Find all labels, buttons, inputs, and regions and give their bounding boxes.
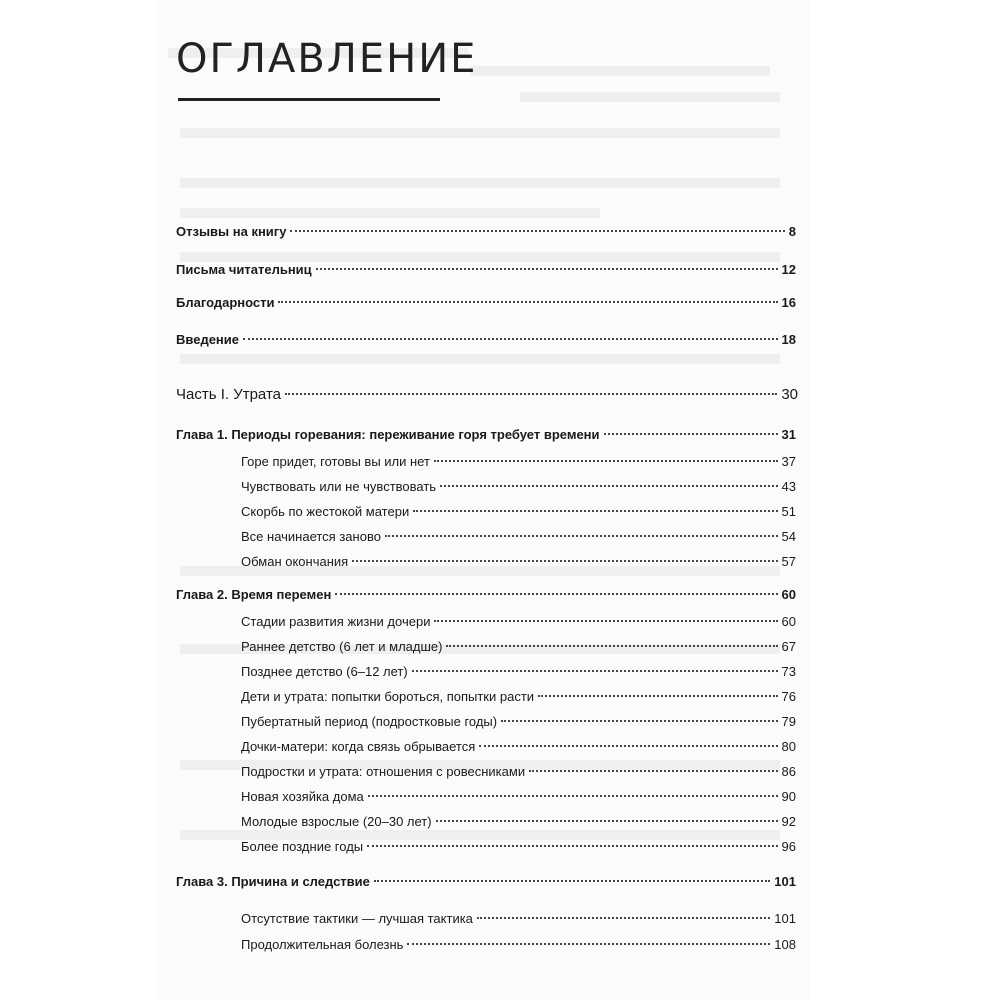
toc-entry-label: Подростки и утрата: отношения с ровесниками — [241, 764, 526, 779]
leader-dots — [446, 645, 777, 647]
toc-entry[interactable] — [176, 295, 796, 310]
toc-entry-label: Горе придет, готовы вы или нет — [241, 454, 430, 469]
toc-entry-label: Дети и утрата: попытки бороться, попытки расти — [241, 689, 535, 704]
toc-entry[interactable] — [241, 839, 796, 854]
toc-entry[interactable] — [241, 789, 796, 804]
toc-entry-label: Раннее детство (6 лет и младше) — [241, 639, 443, 654]
toc-entry-label: Чувствовать или не чувствовать — [241, 479, 437, 494]
toc-entry-label: Обман окончания — [241, 554, 349, 569]
toc-entry-page: 90 — [781, 789, 796, 804]
toc-entry[interactable] — [241, 764, 796, 779]
toc-entry[interactable] — [241, 664, 796, 679]
leader-dots — [479, 745, 777, 747]
toc-entry-label: Скорбь по жестокой матери — [241, 504, 410, 519]
toc-title: ОГЛАВЛЕНИЕ — [176, 36, 478, 82]
leader-dots — [316, 268, 778, 270]
toc-chapter[interactable] — [176, 874, 796, 889]
toc-entry-label: Позднее детство (6–12 лет) — [241, 664, 408, 679]
toc-entry-page: 79 — [781, 714, 796, 729]
toc-entry[interactable] — [241, 911, 796, 926]
toc-entry-page: 12 — [781, 262, 796, 277]
toc-entry[interactable] — [241, 689, 796, 704]
toc-chapter[interactable] — [176, 427, 796, 442]
leader-dots — [385, 535, 778, 537]
toc-entry-page: 60 — [781, 614, 796, 629]
leader-dots — [436, 820, 778, 822]
toc-entry[interactable] — [241, 454, 796, 469]
toc-entry[interactable] — [241, 554, 796, 569]
leader-dots — [285, 393, 777, 395]
toc-entry-page: 57 — [781, 554, 796, 569]
leader-dots — [335, 593, 777, 595]
toc-entry-page: 92 — [781, 814, 796, 829]
toc-entry-label: Письма читательниц — [176, 262, 312, 277]
toc-entry-page: 101 — [774, 911, 796, 926]
leader-dots — [477, 917, 770, 919]
toc-entry[interactable] — [241, 504, 796, 519]
toc-entry-label: Пубертатный период (подростковые годы) — [241, 714, 498, 729]
toc-entry-page: 18 — [781, 332, 796, 347]
leader-dots — [290, 230, 784, 232]
leader-dots — [412, 670, 778, 672]
leader-dots — [538, 695, 777, 697]
toc-entry-label: Часть I. Утрата — [176, 386, 281, 403]
toc-entry-label: Благодарности — [176, 295, 275, 310]
leader-dots — [413, 510, 777, 512]
toc-entry-label: Продолжительная болезнь — [241, 937, 404, 952]
toc-entry-label: Отзывы на книгу — [176, 224, 287, 239]
toc-entry-page: 67 — [781, 639, 796, 654]
leader-dots — [529, 770, 777, 772]
toc-entry-label: Введение — [176, 332, 239, 347]
leader-dots — [434, 460, 778, 462]
toc-entry[interactable] — [241, 739, 796, 754]
toc-entry-page: 96 — [781, 839, 796, 854]
toc-entry-page: 8 — [788, 224, 796, 239]
leader-dots — [243, 338, 778, 340]
toc-entry[interactable] — [176, 332, 796, 347]
leader-dots — [440, 485, 777, 487]
toc-entry[interactable] — [241, 814, 796, 829]
toc-entry-page: 108 — [774, 937, 796, 952]
toc-entry-label: Стадии развития жизни дочери — [241, 614, 431, 629]
title-underline — [178, 98, 440, 101]
toc-entry-label: Более поздние годы — [241, 839, 364, 854]
toc-entry-label: Новая хозяйка дома — [241, 789, 364, 804]
toc-entry-label: Все начинается заново — [241, 529, 381, 544]
toc-entry[interactable] — [241, 529, 796, 544]
leader-dots — [367, 845, 777, 847]
toc-chapter[interactable] — [176, 587, 796, 602]
leader-dots — [501, 720, 777, 722]
leader-dots — [278, 301, 777, 303]
toc-part[interactable] — [176, 386, 798, 403]
toc-entry[interactable] — [241, 479, 796, 494]
toc-entry-label: Отсутствие тактики — лучшая тактика — [241, 911, 473, 926]
toc-entry-page: 43 — [781, 479, 796, 494]
toc-entry-label: Дочки-матери: когда связь обрывается — [241, 739, 476, 754]
toc-entry-label: Молодые взрослые (20–30 лет) — [241, 814, 432, 829]
toc-entry[interactable] — [241, 714, 796, 729]
toc-entry-page: 101 — [774, 874, 796, 889]
toc-entry-page: 51 — [781, 504, 796, 519]
toc-entry-page: 30 — [781, 386, 798, 403]
toc-entry[interactable] — [241, 937, 796, 952]
leader-dots — [407, 943, 770, 945]
leader-dots — [604, 433, 778, 435]
toc-entry-page: 76 — [781, 689, 796, 704]
toc-entry-page: 73 — [781, 664, 796, 679]
leader-dots — [374, 880, 770, 882]
toc-entry-page: 31 — [781, 427, 796, 442]
toc-entry[interactable] — [176, 262, 796, 277]
leader-dots — [352, 560, 777, 562]
toc-entry-page: 86 — [781, 764, 796, 779]
toc-entry-page: 80 — [781, 739, 796, 754]
toc-entry[interactable] — [241, 639, 796, 654]
toc-entry-label: Глава 1. Периоды горевания: переживание горя требует времени — [176, 427, 600, 442]
toc-entry-page: 37 — [781, 454, 796, 469]
leader-dots — [434, 620, 777, 622]
toc-entry-label: Глава 2. Время перемен — [176, 587, 332, 602]
toc-entry-label: Глава 3. Причина и следствие — [176, 874, 370, 889]
toc-entry-page: 54 — [781, 529, 796, 544]
leader-dots — [368, 795, 778, 797]
toc-entry-page: 60 — [781, 587, 796, 602]
toc-entry[interactable] — [241, 614, 796, 629]
toc-entry-page: 16 — [781, 295, 796, 310]
toc-entry[interactable] — [176, 224, 796, 239]
